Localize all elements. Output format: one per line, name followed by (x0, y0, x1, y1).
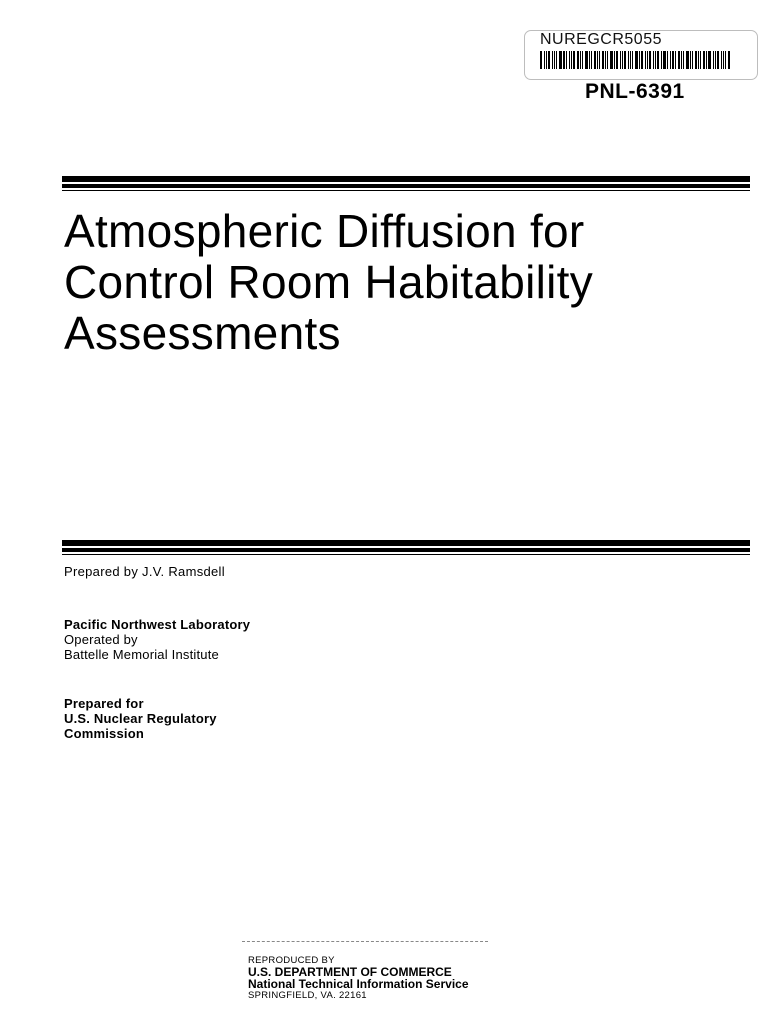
barcode-bar (556, 51, 557, 69)
barcode-bar (639, 51, 640, 69)
barcode-bar (610, 51, 613, 69)
barcode-bar (628, 51, 629, 69)
middle-rule (62, 540, 750, 555)
barcode-bar (683, 51, 684, 69)
reproduction-divider (242, 941, 488, 942)
barcode-bar (594, 51, 596, 69)
barcode-bar (622, 51, 623, 69)
barcode-bar (582, 51, 583, 69)
barcode-bar (571, 51, 572, 69)
document-title (64, 206, 684, 359)
barcode-bar (690, 51, 691, 69)
barcode-bar (540, 51, 542, 69)
barcode-bar (569, 51, 570, 69)
barcode-bar (641, 51, 643, 69)
barcode-bar (728, 51, 730, 69)
sponsor-line-2: Commission (64, 726, 145, 741)
author-line: Prepared by J.V. Ramsdell (64, 564, 225, 579)
barcode (540, 51, 748, 69)
barcode-bar (672, 51, 674, 69)
barcode-bar (670, 51, 671, 69)
barcode-bar (708, 51, 711, 69)
barcode-bar (630, 51, 631, 69)
pnl-number: PNL-6391 (585, 80, 685, 103)
barcode-bar (717, 51, 719, 69)
ntis-address: SPRINGFIELD, VA. 22161 (248, 990, 367, 1001)
barcode-bar (678, 51, 680, 69)
barcode-bar (649, 51, 651, 69)
barcode-bar (713, 51, 714, 69)
barcode-bar (686, 51, 689, 69)
barcode-bar (698, 51, 699, 69)
barcode-bar (563, 51, 565, 69)
barcode-bar (653, 51, 654, 69)
barcode-bar (605, 51, 606, 69)
barcode-bar (577, 51, 579, 69)
barcode-bar (573, 51, 575, 69)
laboratory-name: Pacific Northwest Laboratory (64, 617, 251, 632)
report-number: NUREGCR5055 (540, 31, 662, 48)
barcode-bar (655, 51, 656, 69)
barcode-bar (706, 51, 707, 69)
barcode-bar (715, 51, 716, 69)
barcode-bar (552, 51, 553, 69)
barcode-bar (614, 51, 615, 69)
barcode-bar (667, 51, 668, 69)
barcode-bar (635, 51, 638, 69)
barcode-bar (620, 51, 621, 69)
barcode-bar (681, 51, 682, 69)
operated-by-label: Operated by (64, 632, 138, 647)
barcode-bar (591, 51, 592, 69)
reproduced-by-label: REPRODUCED BY (248, 955, 335, 966)
barcode-bar (602, 51, 604, 69)
barcode-bar (559, 51, 562, 69)
barcode-bar (703, 51, 705, 69)
top-rule (62, 176, 750, 191)
title-line-3: Assessments (64, 307, 341, 359)
barcode-bar (725, 51, 726, 69)
barcode-bar (597, 51, 598, 69)
barcode-bar (585, 51, 588, 69)
ntis-name: National Technical Information Service (248, 977, 469, 991)
barcode-bar (663, 51, 666, 69)
barcode-bar (695, 51, 697, 69)
barcode-bar (723, 51, 724, 69)
barcode-bar (692, 51, 693, 69)
barcode-bar (566, 51, 567, 69)
title-line-2: Control Room Habitability (64, 256, 594, 308)
barcode-bar (647, 51, 648, 69)
barcode-bar (546, 51, 547, 69)
prepared-for-heading: Prepared for (64, 696, 144, 711)
barcode-bar (589, 51, 590, 69)
barcode-bar (661, 51, 662, 69)
reproduction-stamp (248, 955, 469, 1001)
barcode-bar (616, 51, 618, 69)
department-name: U.S. DEPARTMENT OF COMMERCE (248, 965, 452, 979)
barcode-bar (721, 51, 722, 69)
title-line-1: Atmospheric Diffusion for (64, 205, 585, 257)
barcode-bar (624, 51, 626, 69)
barcode-bar (675, 51, 676, 69)
barcode-bar (632, 51, 633, 69)
barcode-bar (554, 51, 555, 69)
barcode-bar (607, 51, 608, 69)
sponsor-line-1: U.S. Nuclear Regulatory (64, 711, 217, 726)
barcode-bar (599, 51, 600, 69)
prepared-for-block (64, 696, 217, 741)
operator-name: Battelle Memorial Institute (64, 647, 219, 662)
barcode-bar (700, 51, 701, 69)
barcode-bar (548, 51, 550, 69)
laboratory-block (64, 617, 250, 662)
barcode-bar (645, 51, 646, 69)
barcode-bar (544, 51, 545, 69)
barcode-bar (657, 51, 659, 69)
barcode-bar (580, 51, 581, 69)
